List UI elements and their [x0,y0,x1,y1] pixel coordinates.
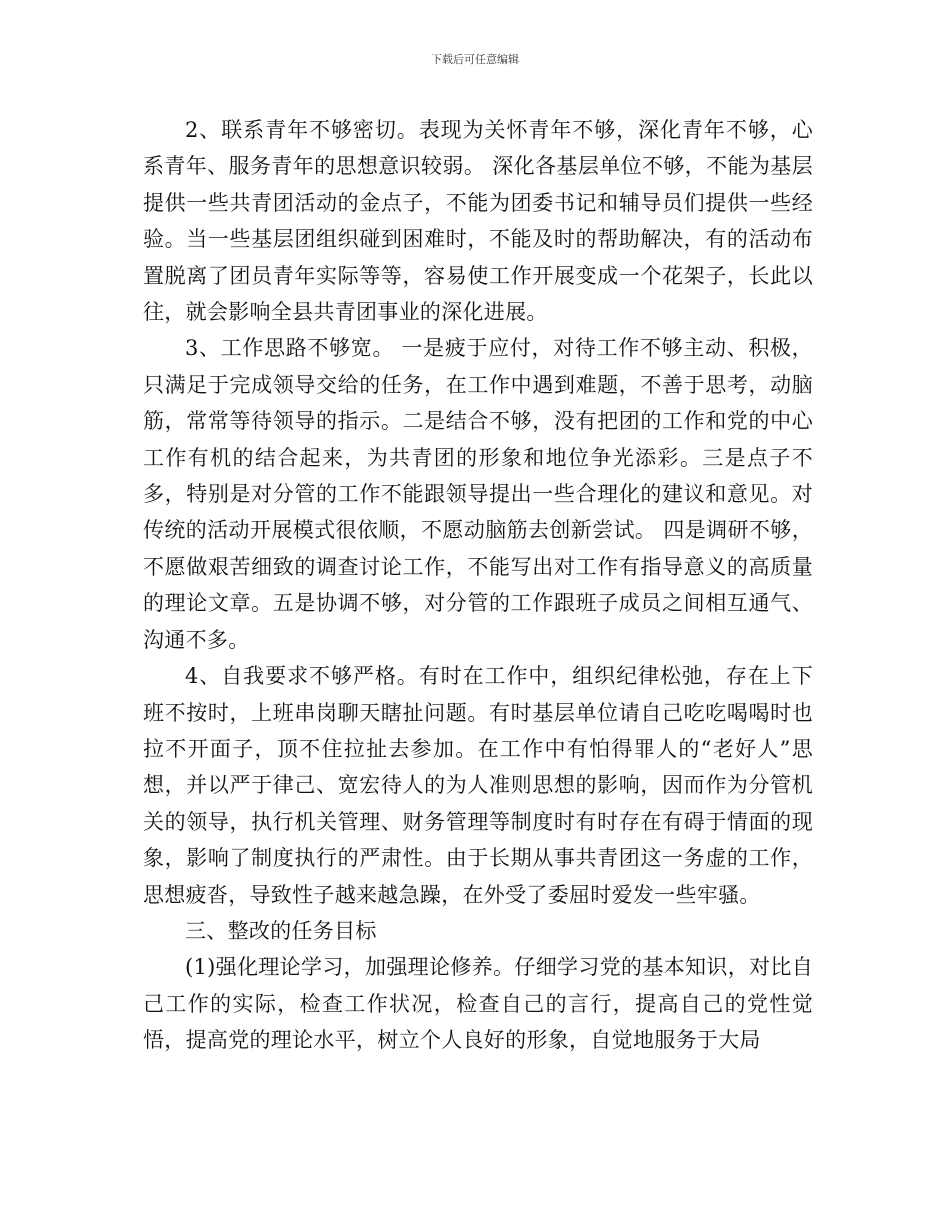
paragraph-item-2: 2、联系青年不够密切。表现为关怀青年不够，深化青年不够，心系青年、服务青年的思想意识较弱。 深化各基层单位不够，不能为基层提供一些共青团活动的金点子，不能为团委书记和辅导员们提供一些经验。当一些基层团组织碰到困难时，不能及时的帮助解决，有的活动布置脱离了团员青年实际等等，容易使工作开展变成一个花架子，长此以往，就会影响全县共青团事业的深化进展。 [143,118,813,325]
section-heading-rectification-goals: 三、整改的任务目标 [185,918,377,943]
document-body [143,112,813,1059]
paragraph-item-4: 4、自我要求不够严格。有时在工作中，组织纪律松弛，存在上下班不按时，上班串岗聊天瞎扯问题。有时基层单位请自己吃吃喝喝时也拉不开面子，顶不住拉扯去参加。在工作中有怕得罪人的“老好人”思想，并以严于律己、宽宏待人的为人准则思想的影响，因而作为分管机关的领导，执行机关管理、财务管理等制度时有时存在有碍于情面的现象，影响了制度执行的严肃性。由于长期从事共青团这一务虚的工作，思想疲沓，导致性子越来越急躁，在外受了委屈时爱发一些牢骚。 [143,664,813,907]
paragraph-goal-1: (1)强化理论学习，加强理论修养。仔细学习党的基本知识，对比自己工作的实际，检查工作状况，检查自己的言行，提高自己的党性觉悟，提高党的理论水平，树立个人良好的形象，自觉地服务于大局 [143,955,813,1053]
paragraph-item-3: 3、工作思路不够宽。 一是疲于应付，对待工作不够主动、积极，只满足于完成领导交给的任务，在工作中遇到难题，不善于思考，动脑筋，常常等待领导的指示。二是结合不够，没有把团的工作和党的中心工作有机的结合起来，为共青团的形象和地位争光添彩。三是点子不多，特别是对分管的工作不能跟领导提出一些合理化的建议和意见。对传统的活动开展模式很依顺，不愿动脑筋去创新尝试。 四是调研不够，不愿做艰苦细致的调查讨论工作，不能写出对工作有指导意义的高质量的理论文章。五是协调不够，对分管的工作跟班子成员之间相互通气、沟通不多。 [143,336,813,652]
page-header: 下载后可任意编辑 [431,53,519,66]
